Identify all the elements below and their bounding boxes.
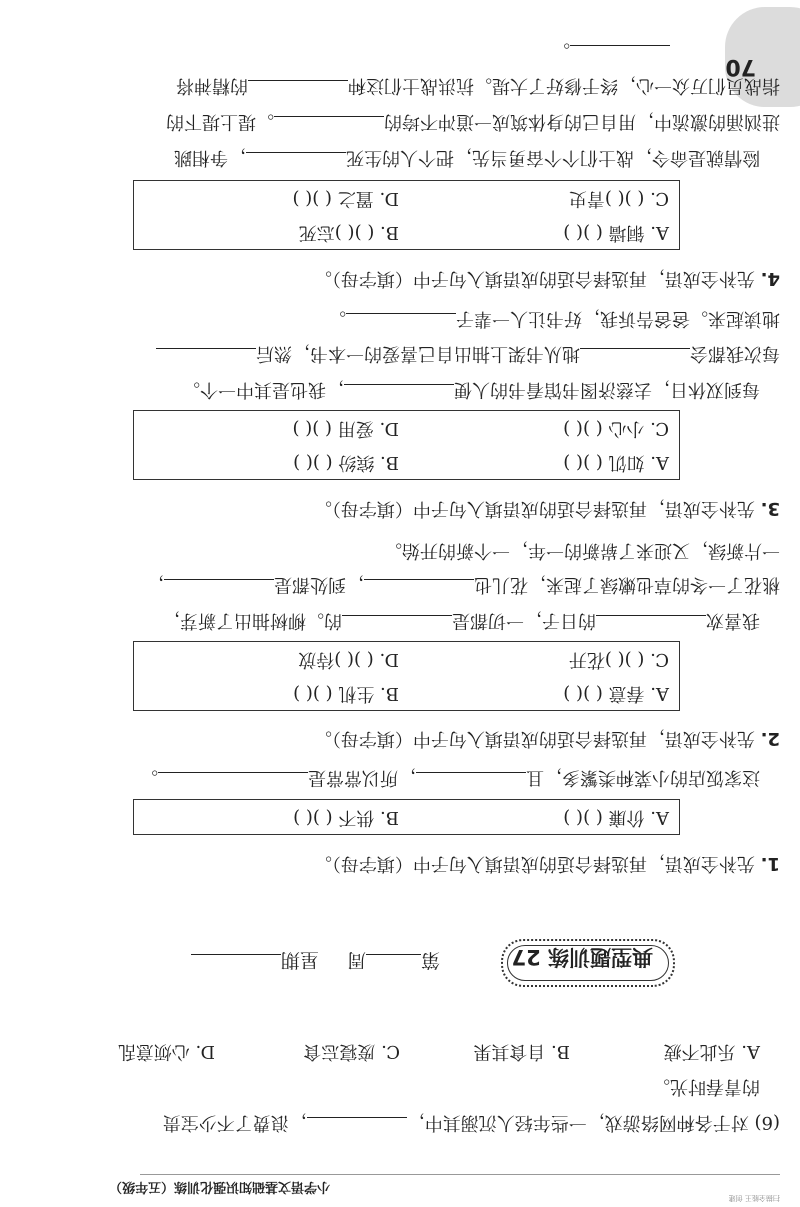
q3-line2: [156, 344, 780, 363]
q4-options-box: [133, 180, 680, 250]
q4-option-a: [563, 223, 669, 241]
page-number: 70: [725, 54, 756, 79]
q2-option-a-label: A. 春意: [608, 683, 669, 704]
q3-options-box: [133, 410, 680, 480]
q2-options-box: [133, 641, 680, 711]
q1-number: 1.: [760, 853, 780, 874]
q4-line1: [174, 148, 760, 167]
q1-sentence-c: 。: [140, 767, 158, 788]
q4-line2: [166, 112, 780, 131]
q6-number: (6): [754, 1112, 780, 1133]
q3-option-d-label: D. 爱用: [337, 418, 399, 439]
book-title: 小学语文基础知识强化训练（五年级）: [108, 1179, 330, 1194]
q3-option-c: [563, 419, 669, 437]
q6-option-b: B. 自食其果: [473, 1041, 570, 1062]
q2-blank-3[interactable]: [364, 579, 474, 594]
q6-line2: 的青春时光。: [652, 1076, 760, 1097]
week-mid: 周: [346, 949, 366, 971]
q4-instruction: 先补全成语，再选择合适的成语填入句子中（填字母）。: [313, 268, 755, 289]
q2-line2: [146, 575, 780, 594]
q4-line1-a: 险情就是命令，战士们个个奋勇当先，把个人的生死: [346, 147, 760, 168]
q2-line1: [162, 611, 760, 630]
q2-option-d[interactable]: D. ( )( )待放: [298, 649, 399, 670]
q3-line1-a: 每到双休日，去慈济图书馆看书的人便: [454, 379, 760, 400]
q2-line2-b: ，到处都是: [274, 574, 364, 595]
q3-line2-b: 地从书架上抽出自己喜爱的一本书，然后: [256, 343, 580, 364]
q1-blank-1[interactable]: [416, 772, 526, 787]
q4-line3: [176, 76, 780, 95]
q3-line3-b: 。: [328, 308, 346, 329]
section-title: 典型题训练 27: [511, 945, 653, 969]
q2-number: 2.: [760, 728, 780, 749]
q1-instruction-line: [314, 854, 780, 872]
q3-option-a-blanks[interactable]: ( )( ): [563, 452, 603, 473]
q1-option-a: [563, 808, 669, 826]
q3-option-b-label: B. 缤纷: [338, 452, 399, 473]
q3-line2-a: 每次我都会: [690, 343, 780, 364]
q2-option-a-blanks[interactable]: ( )( ): [563, 683, 603, 704]
q3-blank-2[interactable]: [580, 348, 690, 363]
q2-option-a: [563, 684, 669, 702]
footer-print: 扫描全能王 创建: [728, 1194, 780, 1202]
q4-blank-1[interactable]: [246, 152, 346, 167]
q1-option-a-blanks[interactable]: ( )( ): [563, 807, 603, 828]
q1-sentence-a: 这家饭店的小菜种类繁多，且: [526, 767, 760, 788]
q2-line2-a: 桃花了一冬的草也嫩绿了起来，花儿也: [474, 574, 780, 595]
section-title-frame: [501, 939, 675, 987]
q4-line3-a: 指战员们万众一心，终于修好了大堤。抗洪战士们这种: [348, 75, 780, 96]
q2-instruction: 先补全成语，再选择合适的成语填入句子中（填字母）。: [313, 728, 755, 749]
q4-blank-3[interactable]: [248, 80, 348, 95]
q4-instruction-line: [314, 269, 780, 287]
q1-instruction: 先补全成语，再选择合适的成语填入句子中（填字母）。: [313, 853, 755, 874]
q3-option-a-label: A. 如饥: [608, 452, 669, 473]
q3-instruction: 先补全成语，再选择合适的成语填入句子中（填字母）。: [313, 498, 755, 519]
q4-option-b-blanks[interactable]: ( )( )忘死: [298, 222, 375, 243]
q4-option-c-blanks[interactable]: ( )( )青史: [568, 188, 645, 209]
q2-option-b-label: B. 生机: [338, 683, 399, 704]
q3-option-b-blanks[interactable]: ( )( ): [293, 452, 333, 473]
q4-line4-b: 。: [552, 40, 570, 61]
q3-blank-4[interactable]: [346, 313, 456, 328]
q1-option-b-label: B. 供不: [338, 807, 399, 828]
q1-option-b-blanks[interactable]: ( )( ): [293, 807, 333, 828]
q1-option-a-label: A. 价廉: [608, 807, 669, 828]
q1-sentence: [140, 768, 760, 787]
q4-blank-4[interactable]: [570, 45, 670, 60]
q3-option-d-blanks[interactable]: ( )( ): [292, 418, 333, 439]
q3-option-d: [292, 419, 399, 437]
q6-line1: [163, 1113, 780, 1132]
q3-line1: [182, 380, 760, 399]
q2-option-b-blanks[interactable]: ( )( ): [293, 683, 333, 704]
q6-text-before: 对于各种网络游戏，一些年轻人沉溺其中，: [406, 1112, 749, 1133]
q4-line3-b: 的精神将: [176, 75, 248, 96]
q6-text-after: ，浪费了不少宝贵: [162, 1112, 307, 1133]
q4-line2-b: 。堤上堤下的: [166, 111, 274, 132]
week-number-blank[interactable]: [366, 954, 421, 969]
q1-sentence-b: ，所以常常是: [308, 767, 416, 788]
q4-number: 4.: [760, 268, 780, 289]
q4-line4: [552, 41, 670, 60]
q1-options-box: [133, 799, 680, 835]
q4-option-d: [292, 189, 399, 207]
q2-line3: 一片新绿，又迎来了崭新的一年，一个新的开始。: [384, 540, 780, 561]
q2-line1-b: 的日子，一切都是: [452, 610, 596, 631]
q3-option-c-label: C. 小心: [608, 418, 669, 439]
q3-option-a: [563, 453, 669, 471]
q4-option-a-blanks[interactable]: ( )( ): [563, 222, 603, 243]
weekday-blank[interactable]: [191, 954, 281, 969]
week-line: [191, 948, 440, 975]
q4-blank-2[interactable]: [274, 116, 384, 131]
q4-option-d-label: D. 置之: [337, 188, 399, 209]
q4-line2-a: 进汹涌的激流中，用自己的身体筑成一道冲不垮的: [384, 111, 780, 132]
q3-number: 3.: [760, 498, 780, 519]
q2-line2-c: ，: [146, 574, 164, 595]
week-day: 星期: [280, 949, 319, 971]
q4-option-a-label: A. 铜墙: [608, 222, 669, 243]
q6-option-c: C. 废寝忘食: [303, 1041, 400, 1062]
q6-blank[interactable]: [307, 1117, 407, 1132]
q2-option-b: [293, 684, 399, 702]
q6-option-d: D. 心烦意乱: [117, 1041, 215, 1062]
header-rule: [140, 1174, 780, 1175]
q2-option-c[interactable]: C. ( )( )花开: [568, 649, 669, 670]
q1-option-b: [293, 808, 399, 826]
q3-blank-1[interactable]: [344, 384, 454, 399]
week-prefix: 第: [420, 949, 440, 971]
q2-line1-a: 我喜欢: [706, 610, 760, 631]
q3-line1-b: ，我也是其中一个。: [182, 379, 344, 400]
q4-option-d-blanks[interactable]: ( )( ): [292, 188, 333, 209]
q2-blank-1[interactable]: [596, 615, 706, 630]
q6-option-a: A. 乐此不疲: [663, 1041, 760, 1062]
q3-option-b: [293, 453, 399, 471]
q2-instruction-line: [314, 729, 780, 747]
q2-blank-2[interactable]: [342, 615, 452, 630]
q3-option-c-blanks[interactable]: ( )( ): [563, 418, 603, 439]
q3-instruction-line: [314, 499, 780, 517]
q1-blank-2[interactable]: [158, 772, 308, 787]
q2-blank-4[interactable]: [164, 579, 274, 594]
q3-line3: [328, 309, 780, 328]
q2-line1-c: 的。柳树抽出了新芽，: [162, 610, 342, 631]
q4-option-c-label: C.: [650, 188, 669, 209]
q4-option-b-label: B.: [380, 222, 399, 243]
q4-option-c: [569, 189, 669, 207]
q4-line1-b: ，争相跳: [174, 147, 246, 168]
q3-blank-3[interactable]: [156, 348, 256, 363]
q3-line3-a: 地读起来。爸爸告诉我，好书让人一辈子: [456, 308, 780, 329]
q4-option-b: [299, 223, 399, 241]
